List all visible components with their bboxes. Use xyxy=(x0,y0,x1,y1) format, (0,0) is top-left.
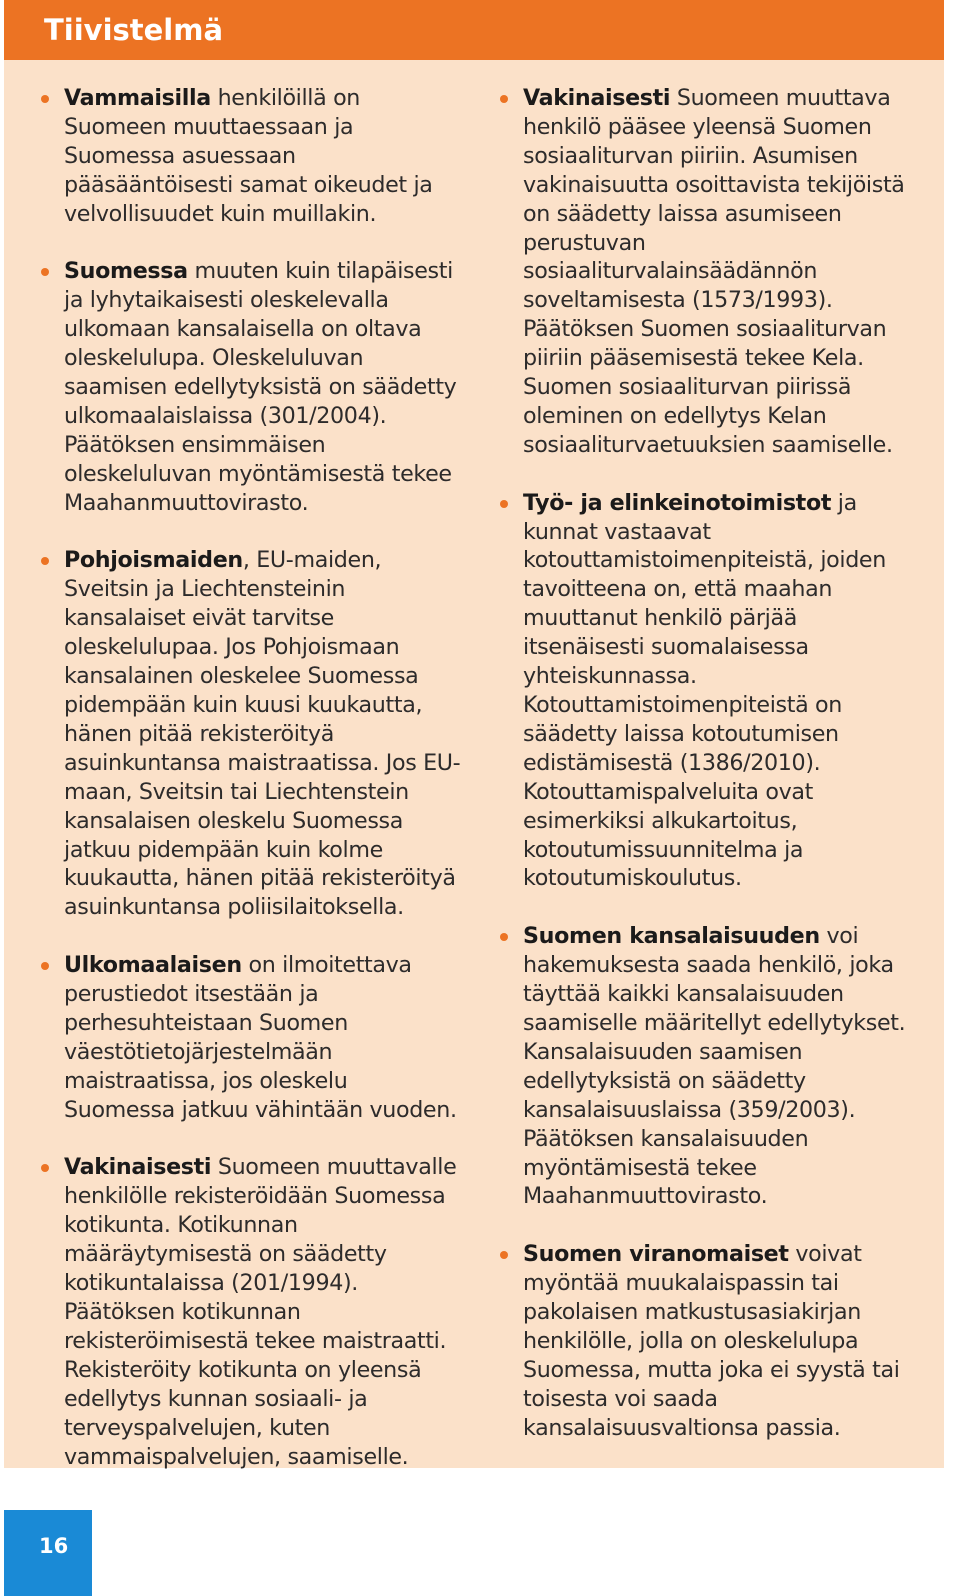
list-item xyxy=(64,257,464,517)
bullet-icon xyxy=(500,95,508,103)
item-text: henkilöillä on Suomeen muuttaessaan ja Suomessa asuessaan pääsääntöisesti samat oikeudet ja velvollisuudet kuin muillakin. xyxy=(64,85,433,227)
item-lead: Pohjoismaiden xyxy=(64,547,243,574)
item-lead: Työ- ja elinkeinotoimistot xyxy=(523,489,832,516)
item-lead: Vakinaisesti xyxy=(523,85,671,111)
item-lead: Ulkomaalaisen xyxy=(64,952,242,979)
list-item xyxy=(64,1153,464,1471)
item-text: muuten kuin tilapäisesti ja lyhytaikaisesti oleskelevalla ulkomaan kansalaisella on oltava oleskelulupa. Oleskeluluvan saamisen edellytyksistä on säädetty ulkomaalaislaissa (301/2004). Päätöksen ensimmäisen oleskeluluvan myöntämisestä tekee Maahanmuuttovirasto. xyxy=(64,258,457,516)
item-text: on ilmoitettava perustiedot itsestään ja perhesuhteistaan Suomen väestötietojärjestelmään maistraatissa, jos oleskelu Suomessa jatkuu vähintään vuoden. xyxy=(64,952,457,1123)
page-title: Tiivistelmä xyxy=(44,13,224,47)
list-item xyxy=(523,84,918,460)
item-text: voivat myöntää muukalaispassin tai pakolaisen matkustusasiakirjan henkilölle, jolla on oleskelulupa Suomessa, mutta joka ei syystä tai toisesta voi saada kansalaisuusvaltionsa passia. xyxy=(523,1241,900,1441)
bullet-icon xyxy=(500,500,508,508)
list-item xyxy=(523,922,918,1211)
item-text: Suomeen muuttava henkilö pääsee yleensä Suomen sosiaaliturvan piiriin. Asumisen vakinaisuutta osoittavista tekijöistä on säädetty laissa asumiseen perustuvan sosiaaliturvalainsäädännön soveltamisesta (1573/1993). Päätöksen Suomen sosiaaliturvan piiriin pääsemisestä tekee Kela. Suomen sosiaaliturvan piirissä oleminen on edellytys Kelan sosiaaliturvaetuuksien saamiselle. xyxy=(523,85,905,458)
item-lead: Vammaisilla xyxy=(64,85,211,111)
list-item xyxy=(64,951,464,1124)
list-item xyxy=(523,1240,918,1442)
item-text: voi hakemuksesta saada henkilö, joka täyttää kaikki kansalaisuuden saamiselle määritellyt edellytykset. Kansalaisuuden saamisen edellytyksistä on säädetty kansalaisuuslaissa (359/2003). Päätöksen kansalaisuuden myöntämisestä tekee Maahanmuuttovirasto. xyxy=(523,923,906,1210)
list-item xyxy=(64,84,464,229)
bullet-icon xyxy=(41,95,49,103)
page-number: 16 xyxy=(39,1534,69,1558)
item-lead: Suomen viranomaiset xyxy=(523,1241,789,1268)
right-column-list xyxy=(523,84,918,1471)
item-text: ja kunnat vastaavat kotouttamistoimenpiteistä, joiden tavoitteena on, että maahan muuttanut henkilö pärjää itsenäisesti suomalaisessa yhteiskunnassa. Kotouttamistoimenpiteistä on säädetty laissa kotoutumisen edistämisestä (1386/2010). Kotouttamispalveluita ovat esimerkiksi alkukartoitus, kotoutumissuunnitelma ja kotoutumiskoulutus. xyxy=(523,489,886,892)
item-lead: Vakinaisesti xyxy=(64,1154,212,1181)
list-item xyxy=(523,489,918,894)
item-lead: Suomessa xyxy=(64,258,188,285)
list-item xyxy=(64,546,464,922)
item-text: , EU-maiden, Sveitsin ja Liechtensteinin kansalaiset eivät tarvitse oleskelulupaa. Jos Pohjoismaan kansalainen oleskelee Suomessa pidempään kuin kuusi kuukautta, hänen pitää rekisteröityä asuinkuntansa maistraatissa. Jos EU-maan, Sveitsin tai Liechtenstein kansalaisen oleskelu Suomessa jatkuu pidempään kuin kolme kuukautta, hänen pitää rekisteröityä asuinkuntansa poliisilaitoksella. xyxy=(64,547,461,921)
item-text: Suomeen muuttavalle henkilölle rekisteröidään Suomessa kotikunta. Kotikunnan määräytymisestä on säädetty kotikuntalaissa (201/1994). Päätöksen kotikunnan rekisteröimisestä tekee maistraatti. Rekisteröity kotikunta on yleensä edellytys kunnan sosiaali- ja terveyspalvelujen, kuten vammaispalvelujen, saamiselle. xyxy=(64,1154,457,1470)
left-column-list xyxy=(64,84,464,1500)
item-lead: Suomen kansalaisuuden xyxy=(523,923,820,950)
